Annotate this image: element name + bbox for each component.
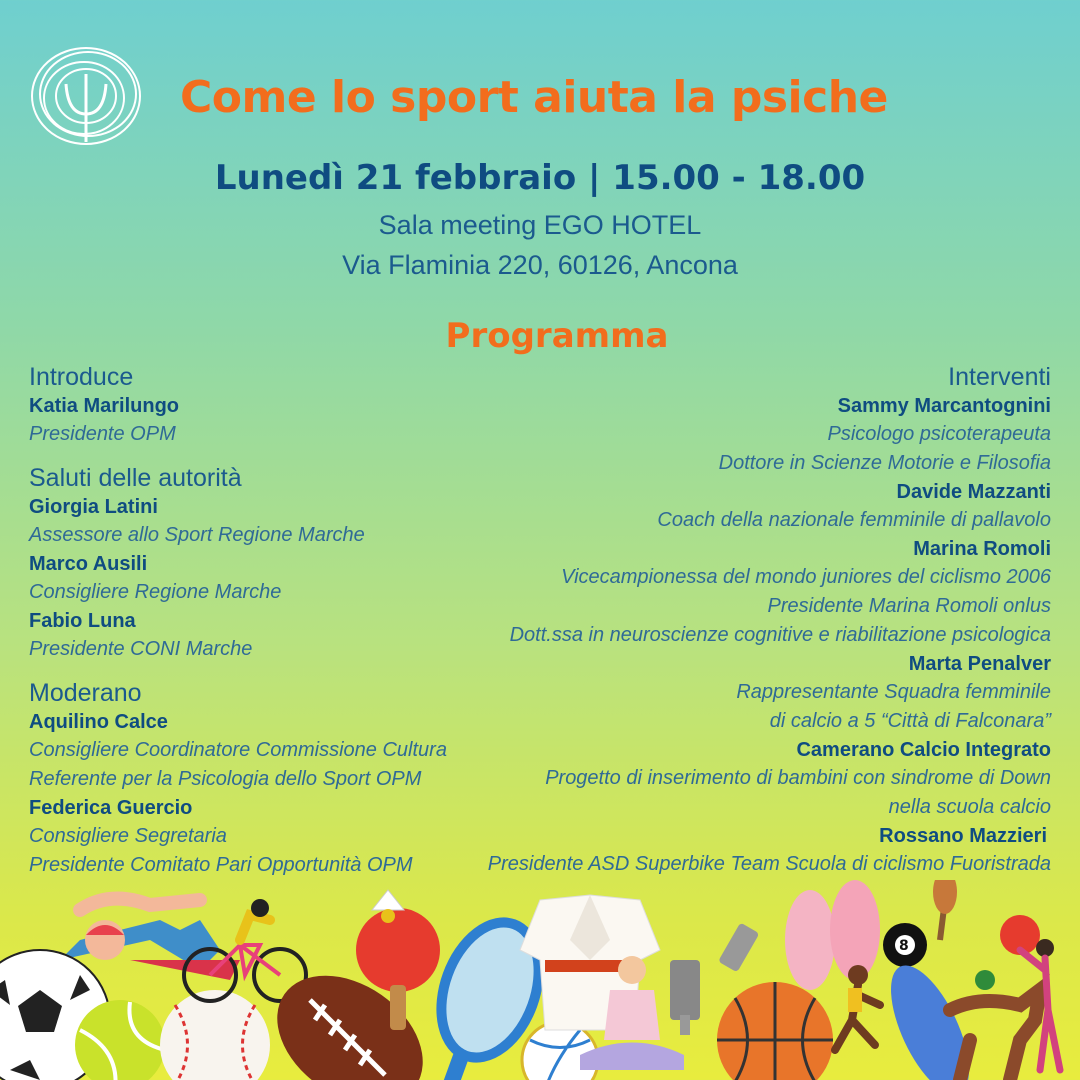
speaker-role: Dott.ssa in neuroscienze cognitive e riabilitazione psicologica <box>509 624 1051 646</box>
section-heading-moderano: Moderano <box>29 679 142 707</box>
billiard-ball-icon <box>883 923 927 967</box>
speaker-name: Rossano Mazzieri <box>879 825 1047 847</box>
jockey-horse-icon <box>950 970 1040 1080</box>
speaker-role: Assessore allo Sport Regione Marche <box>29 524 365 546</box>
speaker-role: Coach della nazionale femminile di pallavolo <box>657 509 1051 531</box>
speaker-role: Presidente Comitato Pari Opportunità OPM <box>29 854 413 876</box>
speaker-role: nella scuola calcio <box>888 796 1051 818</box>
speaker-name: Giorgia Latini <box>29 496 158 518</box>
speaker-role: Progetto di inserimento di bambini con sindrome di Down <box>545 767 1051 789</box>
speaker-role: Consigliere Coordinatore Commissione Cultura <box>29 739 447 761</box>
cyclist-icon <box>184 899 306 1001</box>
speaker-role: Presidente ASD Superbike Team Scuola di ciclismo Fuoristrada <box>487 853 1051 875</box>
speaker-role: Referente per la Psicologia dello Sport OPM <box>29 768 422 790</box>
speaker-name: Marina Romoli <box>913 538 1051 560</box>
speaker-role: Presidente CONI Marche <box>29 638 253 660</box>
volleyball-icon <box>522 1022 598 1080</box>
speaker-role: Psicologo psicoterapeuta <box>827 423 1051 445</box>
speaker-role: Rappresentante Squadra femminile <box>736 681 1051 703</box>
section-heading-interventi: Interventi <box>948 363 1051 391</box>
section-heading-introduce: Introduce <box>29 363 134 391</box>
speaker-role: di calcio a 5 “Città di Falconara” <box>769 710 1051 732</box>
speaker-name: Katia Marilungo <box>29 395 180 417</box>
speaker-name: Fabio Luna <box>29 610 136 632</box>
speaker-role: Consigliere Regione Marche <box>29 581 282 603</box>
svg-text:8: 8 <box>899 938 909 954</box>
runner-icon <box>835 965 880 1050</box>
basketball-icon <box>717 982 833 1080</box>
baseball-icon <box>160 990 270 1080</box>
speaker-name: Sammy Marcantognini <box>837 395 1051 417</box>
speaker-role: Vicecampionessa del mondo juniores del ciclismo 2006 <box>561 566 1051 588</box>
speaker-role: Dottore in Scienze Motorie e Filosofia <box>718 452 1051 474</box>
program-heading: Programma <box>445 316 669 356</box>
speaker-role: Consigliere Segretaria <box>29 825 227 847</box>
speaker-name: Federica Guercio <box>29 797 193 819</box>
sports-illustration <box>0 880 1080 1080</box>
speaker-role: Presidente OPM <box>29 423 176 445</box>
venue-name: Sala meeting EGO HOTEL <box>378 210 702 240</box>
section-heading-saluti: Saluti delle autorità <box>29 464 242 492</box>
speaker-name: Davide Mazzanti <box>896 481 1051 503</box>
speaker-role: Presidente Marina Romoli onlus <box>767 595 1051 617</box>
left-program-column <box>29 362 499 880</box>
speaker-name: Camerano Calcio Integrato <box>796 739 1051 761</box>
right-program-column <box>451 362 1051 879</box>
speaker-name: Aquilino Calce <box>29 711 168 733</box>
event-date: Lunedì 21 febbraio | 15.00 - 18.00 <box>214 158 866 198</box>
logo-psi-icon <box>28 44 144 148</box>
speaker-name: Marco Ausili <box>29 553 148 575</box>
venue-address: Via Flaminia 220, 60126, Ancona <box>342 250 738 280</box>
page-title: Come lo sport aiuta la psiche <box>180 72 888 123</box>
speaker-name: Marta Penalver <box>908 653 1051 675</box>
